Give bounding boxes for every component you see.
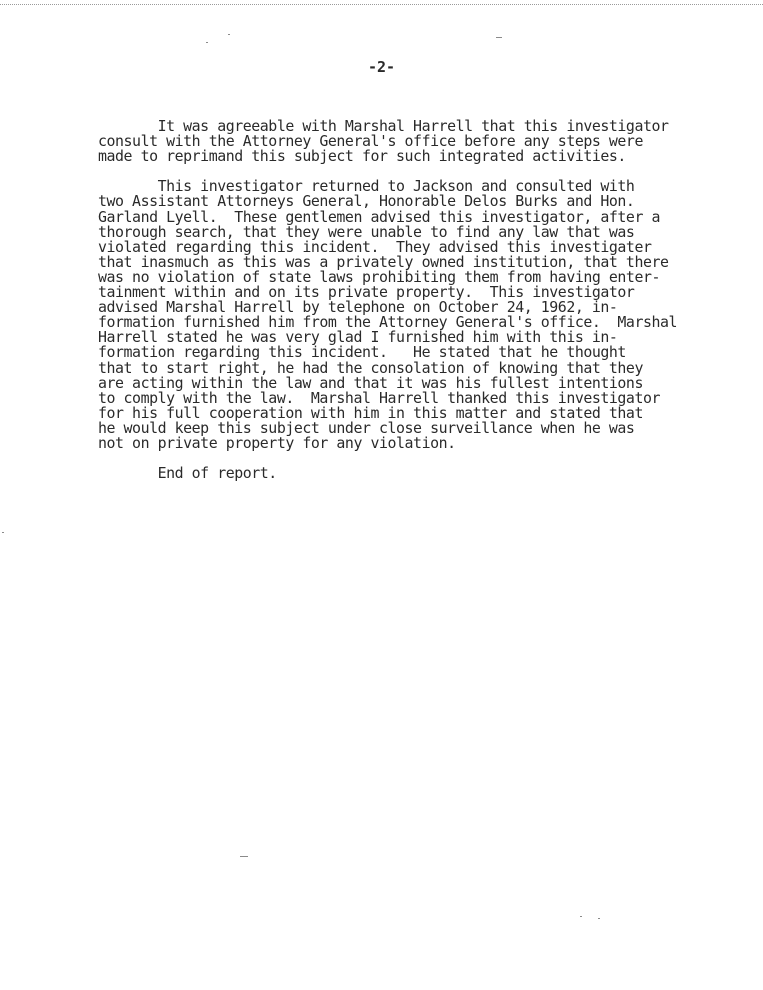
text-line: that inasmuch as this was a privately owned institution, that there <box>98 252 669 271</box>
scan-speck <box>580 916 582 917</box>
text-line: violated regarding this incident. They advised this investigater <box>98 237 652 256</box>
text-line: for his full cooperation with him in this matter and stated that <box>98 403 643 422</box>
scan-speck <box>240 856 248 857</box>
text-line: thorough search, that they were unable to find any law that was <box>98 222 635 241</box>
scan-speck <box>206 42 208 43</box>
text-line: Harrell stated he was very glad I furnished him with this in- <box>98 328 618 347</box>
text-line: advised Marshal Harrell by telephone on October 24, 1962, in- <box>98 298 618 317</box>
page-top-edge <box>0 0 763 5</box>
text-line: tainment within and on its private property. This investigator <box>98 283 635 302</box>
paragraph-2 <box>98 179 738 451</box>
text-line: to comply with the law. Marshal Harrell thanked this investigator <box>98 388 660 407</box>
scan-speck <box>598 918 600 919</box>
text-line: End of report. <box>98 464 277 483</box>
report-body <box>98 119 738 481</box>
paragraph-3 <box>98 466 738 481</box>
text-line: This investigator returned to Jackson and consulted with <box>98 177 635 196</box>
text-line: two Assistant Attorneys General, Honorable Delos Burks and Hon. <box>98 192 635 211</box>
text-line: formation furnished him from the Attorney General's office. Marshal <box>98 313 678 332</box>
scan-speck <box>228 34 230 35</box>
text-line: It was agreeable with Marshal Harrell that this investigator <box>98 117 669 135</box>
page-number <box>0 58 763 76</box>
text-line: Garland Lyell. These gentlemen advised this investigator, after a <box>98 207 660 226</box>
text-line: not on private property for any violation. <box>98 433 456 452</box>
text-line: was no violation of state laws prohibiting them from having enter- <box>98 267 660 286</box>
scan-speck <box>2 532 4 533</box>
scan-speck <box>496 37 502 38</box>
paragraph-1 <box>98 119 738 164</box>
text-line: made to reprimand this subject for such integrated activities. <box>98 147 626 166</box>
page-number-text: -2- <box>367 58 396 76</box>
text-line: that to start right, he had the consolation of knowing that they <box>98 358 643 377</box>
text-line: consult with the Attorney General's office before any steps were <box>98 132 643 151</box>
text-line: are acting within the law and that it was his fullest intentions <box>98 373 643 392</box>
text-line: he would keep this subject under close surveillance when he was <box>98 418 635 437</box>
text-line: formation regarding this incident. He stated that he thought <box>98 343 626 362</box>
